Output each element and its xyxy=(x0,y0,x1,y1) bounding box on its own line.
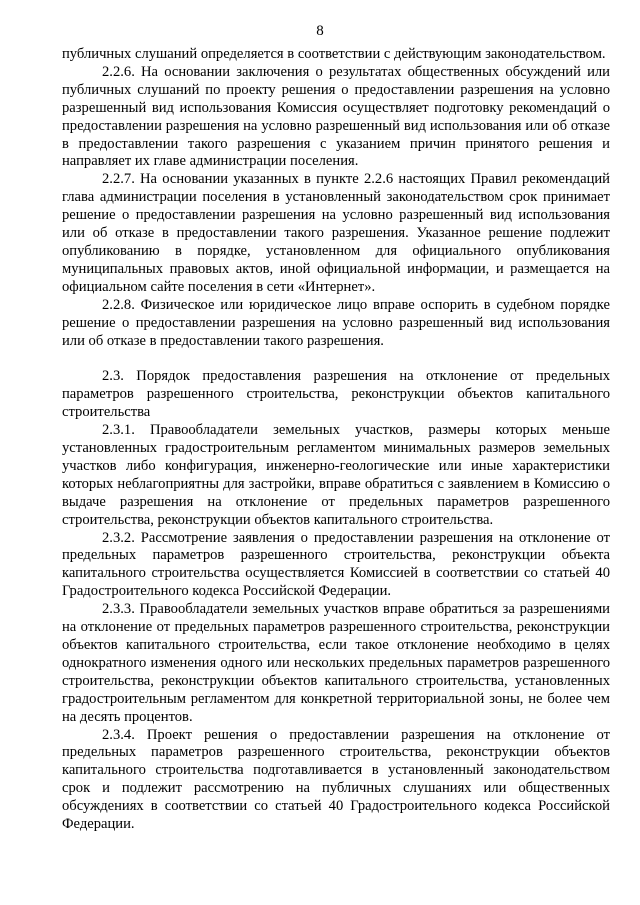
paragraph-2-3-3: 2.3.3. Правообладатели земельных участков вправе обратиться за разрешениями на отклонение от предельных параметров разрешенного строительства, реконструкции объектов капитального строительства, если такое отклонение необходимо в целях однократного изменения одного или нескольких предельных параметров разрешенного строительства, реконструкции объектов капитального строительства, установленных градостроительным регламентом для конкретной территориальной зоны, не более чем на десять процентов. xyxy=(62,601,610,725)
paragraph-2-2-7: 2.2.7. На основании указанных в пункте 2.2.6 настоящих Правил рекомендаций глава администрации поселения в установленный законодательством срок принимает решение о предоставлении разрешения на условно разрешенный вид использования или об отказе в предоставлении такого разрешения. Указанное решение подлежит опубликованию в порядке, установленном для официального опубликования муниципальных правовых актов, иной официальной информации, и размещается на официальном сайте поселения в сети «Интернет». xyxy=(62,171,610,295)
paragraph-continuation: публичных слушаний определяется в соответствии с действующим законодательством. xyxy=(62,46,606,62)
paragraph-2-2-8: 2.2.8. Физическое или юридическое лицо вправе оспорить в судебном порядке решение о предоставлении разрешения на условно разрешенный вид использования или об отказе в предоставлении такого разрешения. xyxy=(62,296,610,349)
paragraph-2-2-6: 2.2.6. На основании заключения о результатах общественных обсуждений или публичных слушаний по проекту решения о предоставлении разрешения на условно разрешенный вид использования Комиссия осуществляет подготовку рекомендаций о предоставлении разрешения на условно разрешенный вид использования или об отказе в предоставлении такого разрешения с указанием причин принятого решения и направляет их главе администрации поселения. xyxy=(62,63,610,170)
paragraph-2-3-1: 2.3.1. Правообладатели земельных участков, размеры которых меньше установленных градостроительным регламентом минимальных размеров земельных участков либо конфигурация, инженерно-геологические или иные характеристики которых неблагоприятны для застройки, вправе обратиться с заявлением в Комиссию о выдаче разрешения на отклонение от предельных параметров разрешенного строительства, реконструкции объектов капитального строительства. xyxy=(62,422,610,528)
document-body xyxy=(62,46,610,834)
paragraph-2-3-2: 2.3.2. Рассмотрение заявления о предоставлении разрешения на отклонение от предельных параметров разрешенного строительства, реконструкции объекта капитального строительства осуществляется Комиссией в соответствии со статьей 40 Градостроительного кодекса Российской Федерации. xyxy=(62,529,610,600)
page-number: 8 xyxy=(316,23,324,39)
section-gap xyxy=(62,350,610,368)
section-heading-2-3: 2.3. Порядок предоставления разрешения на отклонение от предельных параметров разрешенного строительства, реконструкции объектов капитального строительства xyxy=(62,368,610,421)
paragraph-2-3-4: 2.3.4. Проект решения о предоставлении разрешения на отклонение от предельных параметров разрешенного строительства, реконструкции объектов капитального строительства подготавливается в установленный законодательством срок и подлежит рассмотрению на публичных слушаниях или общественных обсуждениях в соответствии со статьей 40 Градостроительного кодекса Российской Федерации. xyxy=(62,726,610,833)
